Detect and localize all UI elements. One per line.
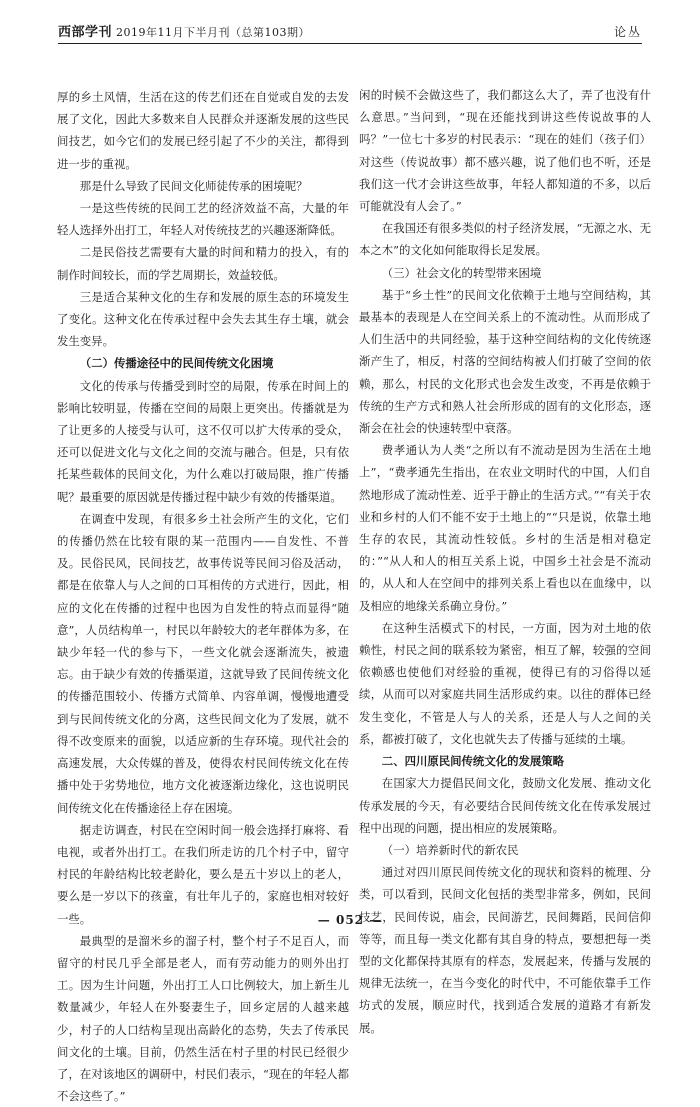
running-header xyxy=(58,16,642,44)
section-heading: （一）培养新时代的新农民 xyxy=(381,842,519,857)
paragraph: 最典型的是溜米乡的溜子村，整个村子不足百人，而留守的村民几乎全部是老人，而有劳动能力的则外出打工。因为生计问题，外出打工人口比例较大，加上新生儿数量减少，年轻人在外娶妻生子，回乡定居的人越来越少，村子的人口结构呈现出高龄化的态势，失去了传承民间文化的土壤。目前，仍然生活在村子里的村民已经很少了，在对该地区的调研中，村民们表示，“现在的年轻人都不会这些了。” xyxy=(57,933,349,1104)
issue-info: 2019年11月下半月刊（总第103期） xyxy=(116,26,311,39)
paragraph: 基于“乡土性”的民间文化依赖于土地与空间结构，其最基本的表现是人在空间关系上的不流动性。从而形成了人们生活中的共同经验，基于这种空间结构的文化传统逐渐产生了，相反，村落的空间结构被人们打破了空间的依赖，那么，村民的文化形式也会发生改变，不再是依赖于传统的生产方式和熟人社会所形成的固有的文化形态，逐渐会在社会的快速转型中衰落。 xyxy=(359,287,651,436)
page-number: — 052 — xyxy=(317,913,383,927)
paragraph: 费孝通认为人类“之所以有不流动是因为生活在土地上”，“费孝通先生指出，在农业文明时代的中国，人们自然地形成了流动性差、近乎于静止的生活方式。”“有关于农业和乡村的人们不能不安于土地上的”“只是说，依靠土地生存的农民，其流动性较低。乡村的生活是相对稳定的：”“从人和人的相互关系上说，中国乡土社会是不流动的，从人和人在空间中的排列关系上看也以在血缘中，以及相应的地缘关系确立身份。” xyxy=(359,443,651,613)
paragraph: 通过对四川原民间传统文化的现状和资料的梳理、分类，可以看到，民间文化包括的类型非常多，例如，民间技艺，民间传说，庙会，民间游艺，民间舞蹈，民间信仰等等，而且每一类文化都有其自身的特点，要想把每一类型的文化都保持其原有的样态，发展起来，传播与发展的规律无法统一，在当今变化的时代中，不可能依靠手工作坊式的发展，顺应时代，找到适合发展的道路才有新发展。 xyxy=(359,865,651,1035)
paragraph: 一是这些传统的民间工艺的经济效益不高，大量的年轻人选择外出打工，年轻人对传统技艺的兴趣逐渐降低。 xyxy=(57,201,349,238)
left-column xyxy=(57,86,349,1107)
right-column xyxy=(359,84,651,1039)
paragraph: 闲的时候不会做这些了，我们都这么大了，弄了也没有什么意思。”当问到，“现在还能找到讲这些传说故事的人吗？”一位七十多岁的村民表示：“现在的娃们（孩子们）对这些（传说故事）都不感兴趣，说了他们也不听，还是我们这一代才会讲这些故事，年轻人都知道的不多，以后可能就没有人会了。” xyxy=(359,88,651,214)
paragraph: 在我国还有很多类似的村子经济发展，“无源之水、无本之木”的文化如何能取得长足发展。 xyxy=(359,221,651,258)
paragraph: 文化的传承与传播受到时空的局限，传承在时间上的影响比较明显，传播在空间的局限上更突出。传播就是为了让更多的人接受与认可，这不仅可以扩大传承的受众，还可以促进文化与文化之间的交流与融合。但是，只有依托某些载体的民间文化，为什么难以打破局限，推广传播呢？最重要的原因就是传播过程中缺少有效的传播渠道。 xyxy=(57,378,349,504)
header-left xyxy=(58,21,310,40)
paragraph: 据走访调查，村民在空闲时间一般会选择打麻将、看电视，或者外出打工。在我们所走访的几个村子中，留守村民的年龄结构比较老龄化，要么是五十岁以上的老人，要么是一岁以下的孩童，有壮年儿子的，家庭也相对较好一些。 xyxy=(57,822,349,926)
section-heading: 二、四川原民间传统文化的发展策略 xyxy=(381,754,565,769)
section-heading: （三）社会文化的转型带来困境 xyxy=(381,265,542,280)
journal-name: 西部学刊 xyxy=(58,25,113,40)
section-heading: （二）传播途径中的民间传统文化困境 xyxy=(79,356,274,371)
section-label: 论丛 xyxy=(613,25,642,39)
paragraph: 厚的乡土风情，生活在这的传艺们还在自觉或自发的去发展了文化，因此大多数来自人民群众并逐渐发展的这些民间技艺，如今它们的发展已经引起了不少的关注，都得到进一步的重视。 xyxy=(57,90,349,171)
paragraph: 在这种生活模式下的村民，一方面，因为对土地的依赖性，村民之间的联系较为紧密，相互了解，较强的空间依赖感也使他们对经验的重视，使得已有的习俗得以延续，从而可以对家庭共同生活形成约束。以往的群体已经发生变化，不管是人与人的关系，还是人与人之间的关系，都被打破了，文化也就失去了传播与延续的土壤。 xyxy=(359,620,651,746)
paragraph: 三是适合某种文化的生存和发展的原生态的环境发生了变化。这种文化在传承过程中会失去其生存土壤，就会发生变异。 xyxy=(57,289,349,349)
paragraph: 二是民俗技艺需要有大量的时间和精力的投入，有的制作时间较长，而的学艺周期长，效益较低。 xyxy=(57,245,349,282)
paragraph: 在调查中发现，有很多乡土社会所产生的文化，它们的传播仍然在比较有限的某一范围内——自发性、不普及。民俗民风，民间技艺，故事传说等民间习俗及活动，都是在依靠人与人之间的口耳相传的方式进行，因此，相应的文化在传播的过程中也因为自发性的特点而显得“随意”，人员结构单一，村民以年龄较大的老年群体为多，在缺少年轻一代的参与下，一些文化就会逐渐流失，被遗忘。由于缺少有效的传播渠道，这就导致了民间传统文化的传播范围较小、传播方式简单、内容单调，慢慢地遭受到与民间传统文化的分离，这些民间文化为了发展，就不得不改变原来的面貌，以适应新的生存环境。现代社会的高速发展，大众传媒的普及，使得农村民间传统文化在传播中处于劣势地位，地方文化被逐渐边缘化，这也说明民间传统文化在传播途径上存在困境。 xyxy=(57,511,349,815)
paragraph: 那是什么导致了民间文化师徒传承的困境呢？ xyxy=(79,178,308,193)
paragraph: 在国家大力提倡民间文化，鼓励文化发展、推动文化传承发展的今天，有必要结合民间传统文化在传承发展过程中出现的问题，提出相应的发展策略。 xyxy=(359,776,651,835)
